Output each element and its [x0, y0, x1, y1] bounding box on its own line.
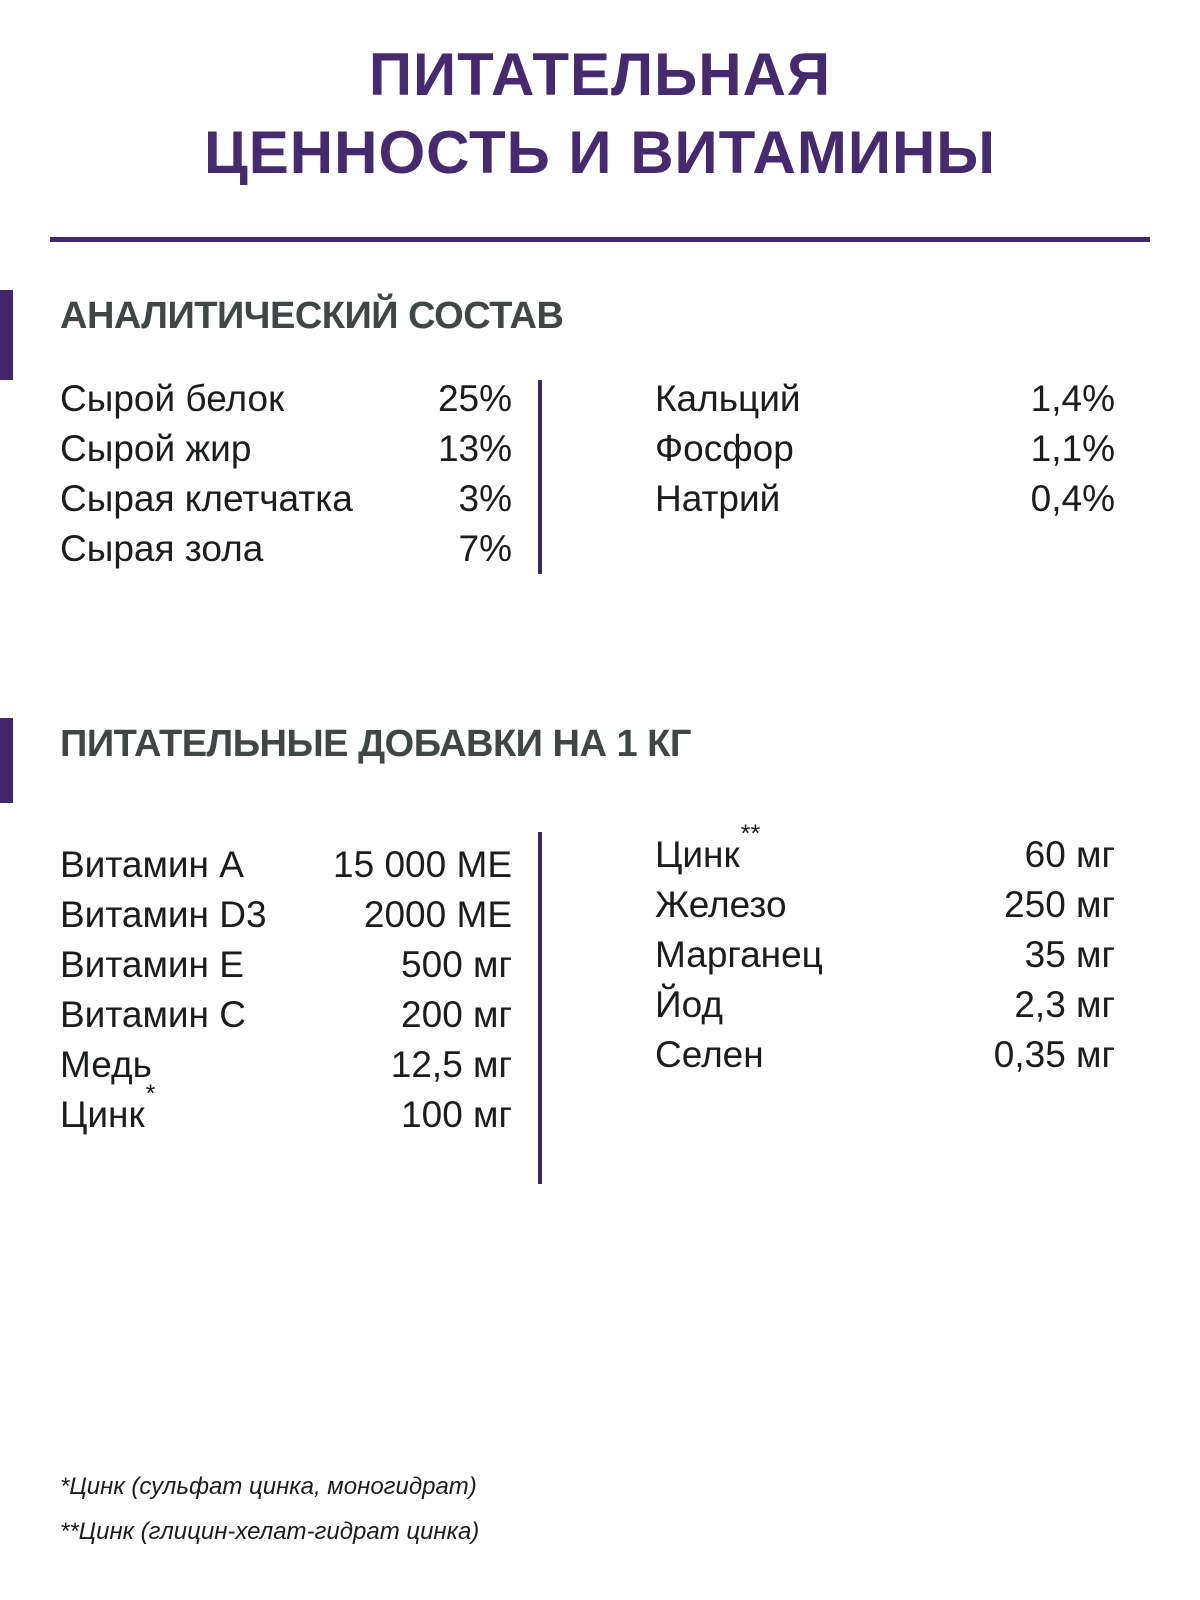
table-row: [655, 1030, 1115, 1080]
table-row: [60, 990, 512, 1040]
nutrient-value: 2,3 мг: [1014, 984, 1115, 1025]
table-row: [655, 980, 1115, 1030]
nutrient-value: 35 мг: [1024, 934, 1115, 975]
nutrient-value: 1,1%: [1030, 428, 1115, 469]
table-row: [60, 890, 512, 940]
nutrient-label: Селен: [655, 1034, 764, 1075]
page-title-line1: ПИТАТЕЛЬНАЯ: [368, 41, 832, 108]
title-underline: [50, 237, 1150, 242]
table-row: [60, 840, 512, 890]
page-title-line2: ЦЕННОСТЬ И ВИТАМИНЫ: [203, 119, 997, 186]
nutrient-value: 7%: [458, 528, 512, 569]
left-column: [60, 374, 512, 574]
right-column: [655, 374, 1115, 574]
nutrient-value: 500 мг: [401, 944, 512, 985]
section-nutritional-additives: [0, 718, 1200, 1184]
table-row: [655, 880, 1115, 930]
section-accent-bar: [0, 718, 13, 803]
nutrient-label: Сырая зола: [60, 528, 264, 569]
nutrient-value: 15 000 МЕ: [333, 844, 512, 885]
table-row: [60, 524, 512, 574]
nutrient-label: Йод: [655, 984, 723, 1025]
nutrient-label: Медь: [60, 1044, 152, 1085]
table-row: [60, 424, 512, 474]
page-title: [0, 0, 1200, 192]
nutrient-value: 0,35 мг: [993, 1034, 1115, 1075]
nutrient-label: Витамин A: [60, 844, 244, 885]
nutrient-value: 250 мг: [1004, 884, 1115, 925]
nutrient-label: Сырой жир: [60, 428, 252, 469]
nutrient-value: 3%: [458, 478, 512, 519]
nutrient-value: 25%: [437, 378, 512, 419]
footnote-marker: **: [740, 819, 761, 848]
nutrient-label: Сырой белок: [60, 378, 285, 419]
footnote-zinc-chelate: **Цинк (глицин-хелат-гидрат цинка): [60, 1518, 480, 1545]
nutrient-value: 0,4%: [1030, 478, 1115, 519]
right-column: [655, 819, 1115, 1184]
column-divider: [538, 832, 542, 1184]
nutrient-label: Витамин D3: [60, 894, 267, 935]
table-row: [655, 474, 1115, 524]
table-row: [60, 474, 512, 524]
section-heading: ПИТАТЕЛЬНЫЕ ДОБАВКИ НА 1 КГ: [60, 723, 691, 765]
section-accent-bar: [0, 290, 13, 380]
nutrient-value: 200 мг: [401, 994, 512, 1035]
nutrient-label: Натрий: [655, 478, 781, 519]
table-row: [60, 1079, 512, 1140]
nutrient-label: Фосфор: [655, 428, 794, 469]
footnote-marker: *: [145, 1079, 156, 1108]
nutrient-value: 2000 МЕ: [363, 894, 512, 935]
nutrient-label: Марганец: [655, 934, 823, 975]
footnotes: [0, 1464, 1200, 1554]
column-divider: [538, 380, 542, 574]
nutrient-value: 100 мг: [401, 1094, 512, 1135]
nutrient-label: Цинк*: [60, 1079, 156, 1135]
nutrient-label: Витамин E: [60, 944, 244, 985]
footnote-zinc-sulfate: *Цинк (сульфат цинка, моногидрат): [60, 1473, 477, 1500]
nutrient-value: 60 мг: [1024, 834, 1115, 875]
left-column: [60, 840, 512, 1184]
nutrient-label: Сырая клетчатка: [60, 478, 353, 519]
table-row: [655, 930, 1115, 980]
nutrient-label: Кальций: [655, 378, 801, 419]
table-row: [655, 374, 1115, 424]
table-row: [60, 940, 512, 990]
section-columns: [0, 819, 1200, 1184]
table-row: [655, 424, 1115, 474]
section-heading: АНАЛИТИЧЕСКИЙ СОСТАВ: [60, 295, 564, 337]
table-row: [60, 374, 512, 424]
table-row: [60, 1040, 512, 1090]
table-row: [655, 819, 1115, 880]
section-columns: [0, 374, 1200, 574]
nutrient-value: 12,5 мг: [390, 1044, 512, 1085]
nutrient-label: Цинк**: [655, 819, 761, 875]
nutrient-value: 13%: [437, 428, 512, 469]
nutrient-label: Железо: [655, 884, 787, 925]
nutrient-value: 1,4%: [1030, 378, 1115, 419]
nutrient-label: Витамин C: [60, 994, 246, 1035]
section-analytical-composition: [0, 290, 1200, 574]
